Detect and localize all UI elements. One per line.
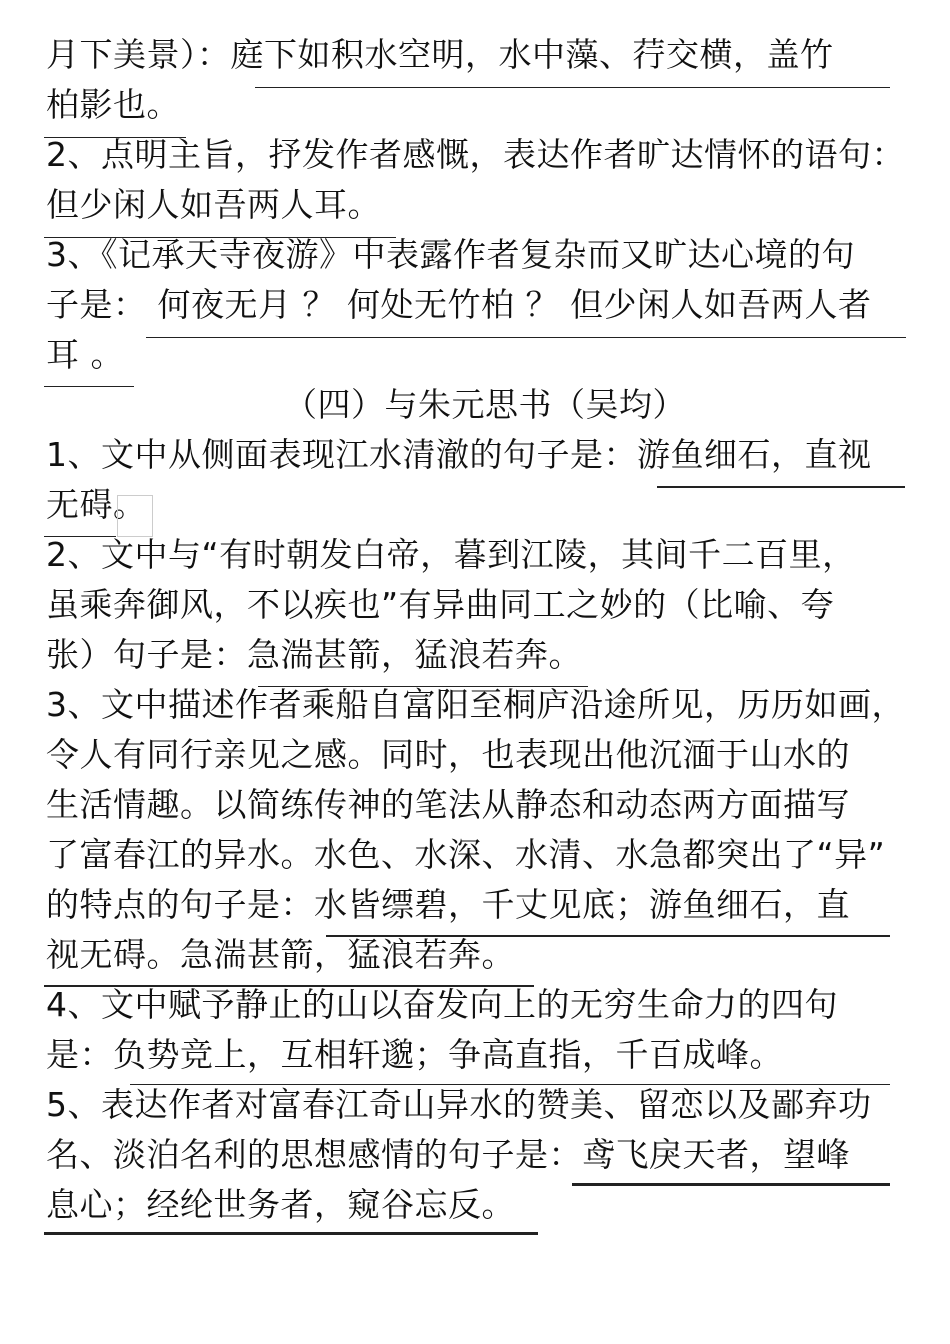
text-line: 是：负势竞上，互相轩邈；争高直指，千百成峰。 xyxy=(46,1035,783,1074)
answer-underline xyxy=(326,935,890,937)
text-box-artifact xyxy=(117,495,153,537)
text-line: 了富春江的异水。水色、水深、水清、水急都突出了“异” xyxy=(46,835,886,874)
text-line: 3、《记承天寺夜游》中表露作者复杂而又旷达心境的句 xyxy=(46,235,855,274)
text-line: 张）句子是：急湍甚箭，猛浪若奔。 xyxy=(46,635,582,674)
text-line: 虽乘奔御风，不以疾也”有异曲同工之妙的（比喻、夸 xyxy=(46,585,835,624)
answer-underline xyxy=(44,137,186,138)
text-line: 视无碍。急湍甚箭，猛浪若奔。 xyxy=(46,935,515,974)
answer-underline xyxy=(44,536,116,537)
answer-underline xyxy=(130,1084,890,1085)
text-line: 生活情趣。以简练传神的笔法从静态和动态两方面描写 xyxy=(46,785,850,824)
text-line: 无碍。 xyxy=(46,485,147,524)
text-line: 子是： 何夜无月 ？ 何处无竹柏 ？ 但少闲人如吾两人者 xyxy=(46,285,872,324)
answer-underline xyxy=(657,486,905,488)
text-line: 2、文中与“有时朝发白帝，暮到江陵，其间千二百里， xyxy=(46,535,856,574)
answer-underline xyxy=(258,686,588,687)
text-line: 1、文中从侧面表现江水清澈的句子是：游鱼细石，直视 xyxy=(46,435,872,474)
text-line: 令人有同行亲见之感。同时，也表现出他沉湎于山水的 xyxy=(46,735,850,774)
text-line: 4、文中赋予静止的山以奋发向上的无穷生命力的四句 xyxy=(46,985,838,1024)
text-line: 名、淡泊名利的思想感情的句子是：鸢飞戾天者，望峰 xyxy=(46,1135,850,1174)
answer-underline xyxy=(44,1232,538,1235)
text-line: 3、文中描述作者乘船自富阳至桐庐沿途所见，历历如画， xyxy=(46,685,905,724)
text-line: 月下美景）：庭下如积水空明，水中藻、荇交横，盖竹 xyxy=(46,35,834,74)
answer-underline xyxy=(44,985,534,987)
answer-underline xyxy=(44,386,134,387)
text-line: 息心；经纶世务者，窥谷忘反。 xyxy=(46,1185,515,1224)
answer-underline xyxy=(255,87,890,88)
text-line: 柏影也。 xyxy=(46,85,180,124)
text-line: 的特点的句子是：水皆缥碧，千丈见底；游鱼细石，直 xyxy=(46,885,850,924)
answer-underline xyxy=(572,1183,890,1186)
section-heading: （四）与朱元思书（吴均） xyxy=(284,385,686,424)
text-line: 2、点明主旨，抒发作者感慨，表达作者旷达情怀的语句： xyxy=(46,135,905,174)
text-line: 5、表达作者对富春江奇山异水的赞美、留恋以及鄙弃功 xyxy=(46,1085,872,1124)
answer-underline xyxy=(44,237,396,238)
answer-underline xyxy=(146,337,906,338)
text-line: 但少闲人如吾两人耳。 xyxy=(46,185,381,224)
text-line: 耳 。 xyxy=(46,335,124,374)
